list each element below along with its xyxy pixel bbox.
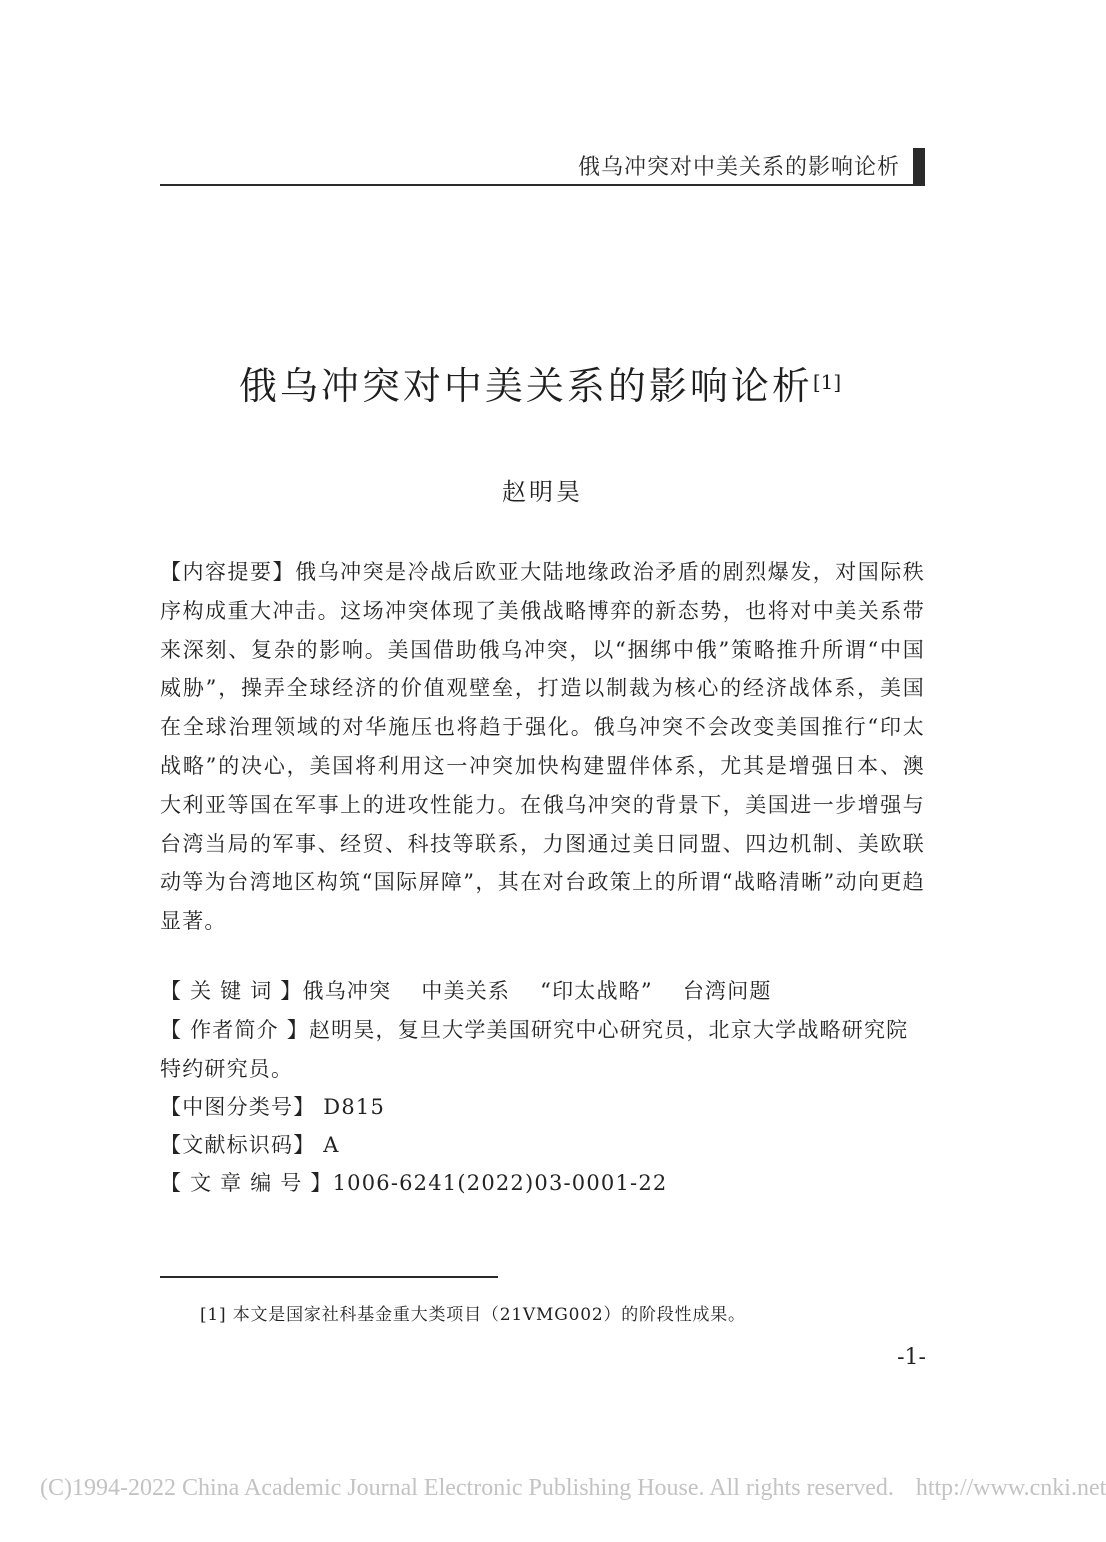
document-code-value: A: [323, 1133, 340, 1157]
abstract-label: 【内容提要】: [160, 560, 296, 584]
keywords: [160, 972, 925, 1011]
keyword-item: 俄乌冲突: [302, 979, 392, 1003]
document-code: [160, 1126, 925, 1165]
clc-number: [160, 1088, 925, 1127]
keyword-item: “印太战略”: [540, 979, 653, 1003]
page-number: -1-: [897, 1345, 926, 1370]
document-code-label: 【文献标识码】: [160, 1133, 316, 1157]
article-number: [160, 1164, 925, 1203]
clc-number-label: 【中图分类号】: [160, 1095, 316, 1119]
cnki-url[interactable]: http://www.cnki.net: [915, 1475, 1106, 1501]
copyright-watermark: [40, 1475, 1106, 1502]
author-bio: [160, 1011, 925, 1089]
article-author: 赵明昊: [502, 478, 583, 506]
footnote-text: 本文是国家社科基金重大类项目（21VMG002）的阶段性成果。: [232, 1305, 746, 1325]
footnote-marker: [1]: [200, 1305, 227, 1325]
article-title-text: 俄乌冲突对中美关系的影响论析: [238, 364, 813, 408]
keyword-item: 中美关系: [421, 979, 511, 1003]
article-number-value: 1006-6241(2022)03-0001-22: [332, 1171, 668, 1195]
abstract: [160, 553, 925, 941]
keywords-label: 【 关 键 词 】: [160, 979, 303, 1003]
footnote: [200, 1300, 920, 1325]
keyword-item: 台湾问题: [682, 979, 772, 1003]
footnote-rule: [160, 1276, 498, 1278]
author-bio-label: 【 作者简介 】: [160, 1018, 309, 1042]
running-header: 俄乌冲突对中美关系的影响论析: [577, 155, 900, 180]
copyright-text: (C)1994-2022 China Academic Journal Electronic Publishing House. All rights reserved.: [40, 1475, 894, 1501]
article-number-label: 【 文 章 编 号 】: [160, 1171, 333, 1195]
header-side-bar: [913, 148, 925, 186]
title-footnote-marker[interactable]: [1]: [812, 370, 842, 394]
clc-number-value: D815: [323, 1095, 386, 1119]
author-bio-text: 赵明昊，复旦大学美国研究中心研究员，北京大学战略研究院特约研究员。: [160, 1018, 909, 1081]
article-title: [120, 355, 960, 410]
header-rule: [160, 184, 925, 186]
abstract-text: 俄乌冲突是冷战后欧亚大陆地缘政治矛盾的剧烈爆发，对国际秩序构成重大冲击。这场冲突体现了美俄战略博弈的新态势，也将对中美关系带来深刻、复杂的影响。美国借助俄乌冲突，以“捆绑中俄”策略推升所谓“中国威胁”，操弄全球经济的价值观壁垒，打造以制裁为核心的经济战体系，美国在全球治理领域的对华施压也将趋于强化。俄乌冲突不会改变美国推行“印太战略”的决心，美国将利用这一冲突加快构建盟伴体系，尤其是增强日本、澳大利亚等国在军事上的进攻性能力。在俄乌冲突的背景下，美国进一步增强与台湾当局的军事、经贸、科技等联系，力图通过美日同盟、四边机制、美欧联动等为台湾地区构筑“国际屏障”，其在对台政策上的所谓“战略清晰”动向更趋显著。: [160, 560, 925, 934]
